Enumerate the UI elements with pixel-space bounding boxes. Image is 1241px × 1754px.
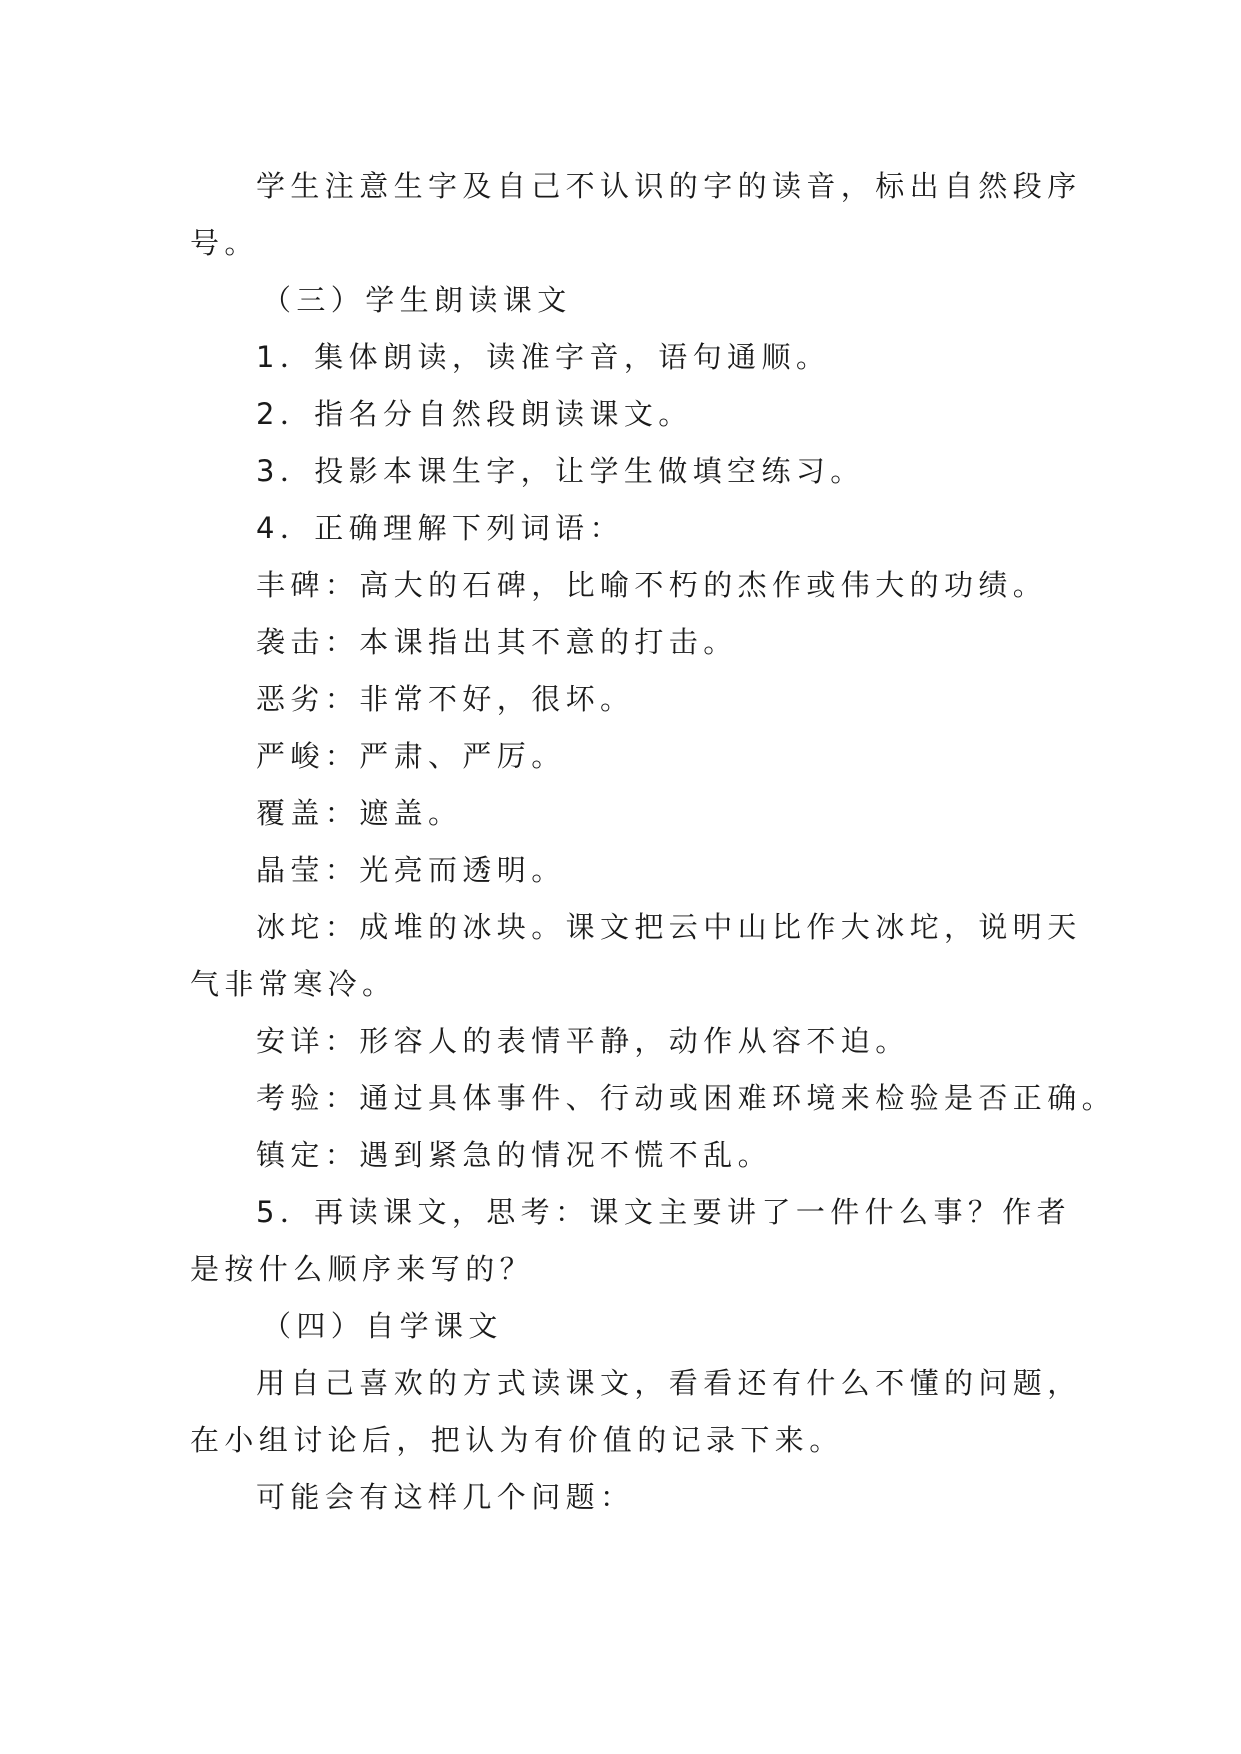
vocab-definition: 严峻：严肃、严厉。 (256, 739, 566, 773)
list-item: 4．正确理解下列词语： (256, 511, 624, 545)
vocab-definition: 安详：形容人的表情平静，动作从容不迫。 (256, 1024, 910, 1058)
vocab-definition: 晶莹：光亮而透明。 (256, 853, 566, 887)
vocab-definition: 冰坨：成堆的冰块。课文把云中山比作大冰坨，说明天 (256, 910, 1082, 944)
list-item: 5．再读课文，思考：课文主要讲了一件什么事？作者 (256, 1195, 1072, 1229)
list-item: 1．集体朗读，读准字音，语句通顺。 (256, 340, 831, 374)
vocab-definition: 镇定：遇到紧急的情况不慌不乱。 (256, 1138, 773, 1172)
vocab-definition: 袭击：本课指出其不意的打击。 (256, 625, 738, 659)
vocab-definition: 丰碑：高大的石碑，比喻不朽的杰作或伟大的功绩。 (256, 568, 1048, 602)
list-item: 2．指名分自然段朗读课文。 (256, 397, 693, 431)
paragraph-line: 号。 (190, 226, 259, 260)
section-heading: （三）学生朗读课文 (262, 283, 572, 317)
list-item-continued: 是按什么顺序来写的？ (190, 1252, 535, 1286)
paragraph-line: 用自己喜欢的方式读课文，看看还有什么不懂的问题， (256, 1366, 1082, 1400)
vocab-definition: 考验：通过具体事件、行动或困难环境来检验是否正确。 (256, 1081, 1117, 1115)
vocab-definition: 覆盖：遮盖。 (256, 796, 463, 830)
paragraph-line: 学生注意生字及自己不认识的字的读音，标出自然段序 (256, 169, 1082, 203)
paragraph-line: 在小组讨论后，把认为有价值的记录下来。 (190, 1423, 844, 1457)
vocab-definition-continued: 气非常寒冷。 (190, 967, 397, 1001)
vocab-definition: 恶劣：非常不好，很坏。 (256, 682, 635, 716)
paragraph-line: 可能会有这样几个问题： (256, 1480, 635, 1514)
section-heading: （四）自学课文 (262, 1309, 503, 1343)
list-item: 3．投影本课生字，让学生做填空练习。 (256, 454, 865, 488)
